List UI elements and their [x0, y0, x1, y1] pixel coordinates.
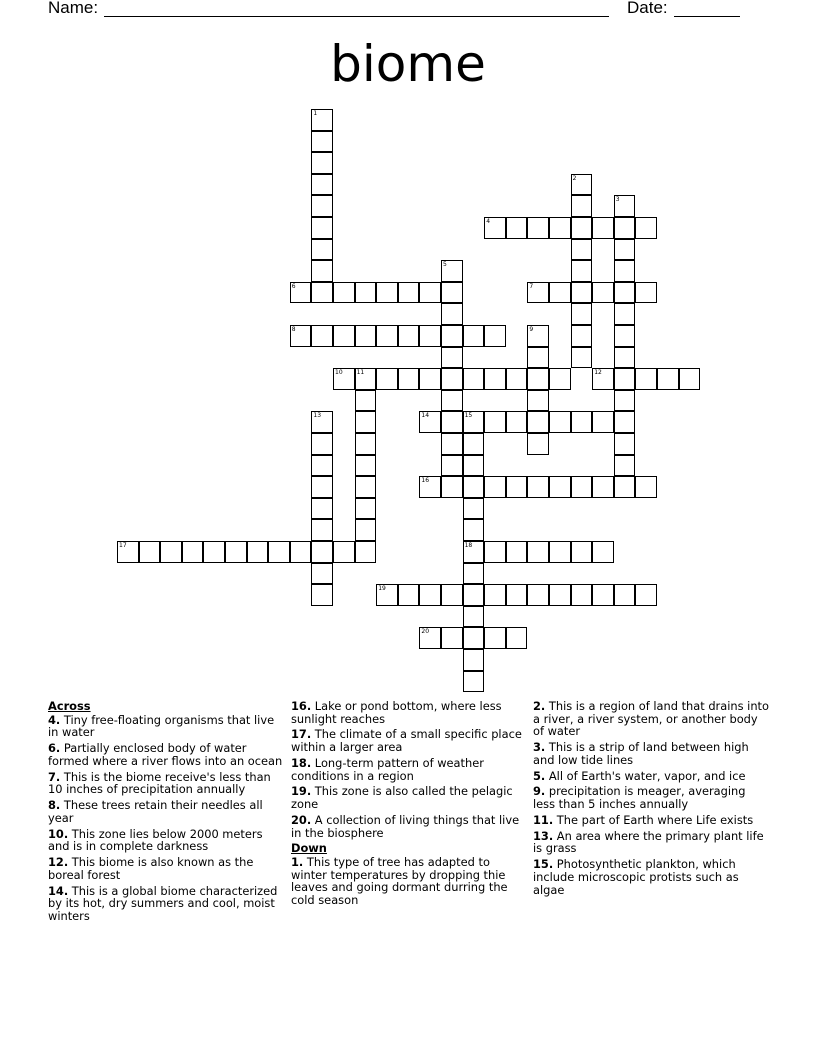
clue-text: This is a global biome characterized by its hot, dry summers and cool, moist winters	[48, 883, 278, 923]
grid-cell[interactable]	[333, 541, 355, 563]
grid-cell[interactable]	[571, 476, 593, 498]
grid-cell[interactable]	[311, 239, 333, 261]
grid-cell[interactable]	[311, 411, 333, 433]
grid-cell[interactable]	[311, 195, 333, 217]
grid-cell[interactable]	[441, 584, 463, 606]
grid-cell[interactable]	[139, 541, 161, 563]
grid-cell[interactable]	[398, 325, 420, 347]
grid-cell[interactable]	[311, 455, 333, 477]
grid-cell[interactable]	[311, 282, 333, 304]
grid-cell[interactable]	[311, 541, 333, 563]
grid-cell[interactable]	[311, 519, 333, 541]
clue-number: 3.	[533, 740, 546, 755]
grid-cell[interactable]	[419, 282, 441, 304]
grid-cell[interactable]	[614, 325, 636, 347]
clue-number: 1.	[291, 855, 304, 870]
clue-number: 4.	[48, 712, 61, 727]
grid-cell[interactable]	[614, 239, 636, 261]
clue-text: Photosynthetic plankton, which include microscopic protists such as algae	[533, 857, 739, 897]
grid-cell[interactable]	[484, 476, 506, 498]
grid-cell[interactable]	[355, 498, 377, 520]
puzzle-title: biome	[330, 35, 486, 93]
grid-cell[interactable]	[311, 433, 333, 455]
grid-cell[interactable]	[614, 411, 636, 433]
cell-number: 17	[119, 542, 127, 549]
clue-number: 19.	[291, 784, 312, 799]
down-clue	[533, 830, 771, 855]
grid-cell[interactable]	[463, 368, 485, 390]
grid-cell[interactable]	[527, 584, 549, 606]
cell-number: 6	[291, 282, 296, 290]
clue-text: Long-term pattern of weather conditions in a region	[291, 755, 484, 783]
grid-cell[interactable]	[398, 584, 420, 606]
grid-cell[interactable]	[268, 541, 290, 563]
grid-cell[interactable]	[614, 390, 636, 412]
grid-cell[interactable]	[527, 282, 549, 304]
grid-cell[interactable]	[355, 541, 377, 563]
grid-cell[interactable]	[614, 303, 636, 325]
down-clue	[533, 785, 771, 810]
grid-cell[interactable]	[549, 368, 571, 390]
grid-cell[interactable]	[355, 476, 377, 498]
grid-cell[interactable]	[571, 411, 593, 433]
clue-number: 15.	[533, 857, 554, 872]
grid-cell[interactable]	[635, 282, 657, 304]
grid-cell[interactable]	[463, 606, 485, 628]
cell-number: 5	[443, 261, 447, 269]
grid-cell[interactable]	[484, 411, 506, 433]
clue-text: Lake or pond bottom, where less sunlight reaches	[291, 699, 502, 726]
grid-cell[interactable]	[463, 455, 485, 477]
grid-cell[interactable]	[506, 368, 528, 390]
grid-cell[interactable]	[571, 174, 593, 196]
grid-cell[interactable]	[571, 195, 593, 217]
clue-number: 9.	[533, 784, 546, 799]
grid-cell[interactable]	[333, 282, 355, 304]
across-clue	[48, 714, 286, 739]
grid-cell[interactable]	[592, 411, 614, 433]
grid-cell[interactable]	[463, 649, 485, 671]
grid-cell[interactable]	[441, 282, 463, 304]
down-clue	[291, 856, 529, 906]
clue-number: 13.	[533, 828, 554, 843]
grid-cell[interactable]	[614, 282, 636, 304]
cell-number: 19	[378, 585, 386, 593]
grid-cell[interactable]	[463, 498, 485, 520]
grid-cell[interactable]	[614, 260, 636, 282]
grid-cell[interactable]	[571, 541, 593, 563]
clue-number: 6.	[48, 741, 61, 756]
grid-cell[interactable]	[333, 325, 355, 347]
grid-cell[interactable]	[117, 541, 139, 563]
clue-text: Partially enclosed body of water formed where a river flows into an ocean	[48, 741, 283, 768]
grid-cell[interactable]	[527, 390, 549, 412]
grid-cell[interactable]	[355, 433, 377, 455]
grid-cell[interactable]	[484, 584, 506, 606]
grid-cell[interactable]	[679, 368, 701, 390]
grid-cell[interactable]	[571, 303, 593, 325]
clues-column-3	[533, 700, 771, 899]
grid-cell[interactable]	[571, 239, 593, 261]
grid-cell[interactable]	[311, 260, 333, 282]
name-label: Name:	[48, 0, 99, 17]
grid-cell[interactable]	[441, 325, 463, 347]
clue-number: 7.	[48, 769, 61, 784]
grid-cell[interactable]	[419, 325, 441, 347]
clue-number: 16.	[291, 699, 312, 713]
grid-cell[interactable]	[311, 498, 333, 520]
down-clue	[533, 741, 771, 766]
cell-number: 4	[486, 218, 491, 225]
grid-cell[interactable]	[290, 541, 312, 563]
cell-number: 2	[572, 174, 577, 182]
grid-cell[interactable]	[311, 152, 333, 174]
grid-cell[interactable]	[463, 563, 485, 585]
grid-cell[interactable]	[614, 476, 636, 498]
clue-number: 20.	[291, 812, 312, 827]
grid-cell[interactable]	[333, 368, 355, 390]
grid-cell[interactable]	[592, 217, 614, 239]
grid-cell[interactable]	[635, 368, 657, 390]
down-clue	[533, 770, 771, 783]
grid-cell[interactable]	[657, 368, 679, 390]
grid-cell[interactable]	[592, 541, 614, 563]
grid-cell[interactable]	[527, 347, 549, 369]
grid-cell[interactable]	[355, 368, 377, 390]
grid-cell[interactable]	[484, 627, 506, 649]
grid-cell[interactable]	[484, 368, 506, 390]
clues-column-1	[48, 700, 286, 926]
grid-cell[interactable]	[441, 260, 463, 282]
clue-number: 14.	[48, 883, 69, 898]
grid-cell[interactable]	[635, 476, 657, 498]
grid-cell[interactable]	[355, 390, 377, 412]
clue-text: This biome is also known as the boreal forest	[48, 855, 254, 882]
grid-cell[interactable]	[506, 541, 528, 563]
grid-cell[interactable]	[571, 260, 593, 282]
grid-cell[interactable]	[160, 541, 182, 563]
clues-column-2	[291, 700, 529, 910]
across-heading: Across	[48, 699, 91, 713]
clue-text: These trees retain their needles all year	[48, 798, 263, 825]
grid-cell[interactable]	[549, 282, 571, 304]
grid-cell[interactable]	[247, 541, 269, 563]
cell-number: 18	[464, 542, 473, 549]
grid-cell[interactable]	[225, 541, 247, 563]
grid-cell[interactable]	[549, 217, 571, 239]
clue-text: The climate of a small specific place within a larger area	[291, 727, 522, 755]
grid-cell[interactable]	[527, 433, 549, 455]
grid-cell[interactable]	[355, 455, 377, 477]
grid-cell[interactable]	[463, 411, 485, 433]
clue-text: This zone lies below 2000 meters and is in complete darkness	[48, 826, 263, 854]
grid-cell[interactable]	[311, 325, 333, 347]
clue-text: This is a strip of land between high and low tide lines	[533, 740, 749, 767]
grid-cell[interactable]	[463, 519, 485, 541]
grid-cell[interactable]	[419, 476, 441, 498]
grid-cell[interactable]	[311, 584, 333, 606]
grid-cell[interactable]	[506, 584, 528, 606]
across-clue	[48, 742, 286, 767]
clue-text: All of Earth's water, vapor, and ice	[545, 768, 746, 783]
clue-text: This is a region of land that drains into a river, a river system, or another body of water	[533, 699, 769, 739]
cell-number: 16	[421, 477, 430, 485]
grid-cell[interactable]	[311, 563, 333, 585]
grid-cell[interactable]	[484, 325, 506, 347]
cell-number: 14	[421, 412, 430, 420]
down-clue	[533, 700, 771, 738]
grid-cell[interactable]	[571, 584, 593, 606]
cell-number: 20	[421, 628, 430, 636]
grid-cell[interactable]	[441, 627, 463, 649]
across-clue	[48, 856, 286, 881]
grid-cell[interactable]	[463, 627, 485, 649]
grid-cell[interactable]	[463, 584, 485, 606]
clue-text: This is the biome receive's less than 10 inches of precipitation annually	[48, 769, 271, 797]
grid-cell[interactable]	[484, 217, 506, 239]
grid-cell[interactable]	[290, 282, 312, 304]
down-heading: Down	[291, 841, 327, 856]
grid-cell[interactable]	[355, 325, 377, 347]
grid-cell[interactable]	[463, 433, 485, 455]
grid-cell[interactable]	[376, 584, 398, 606]
grid-cell[interactable]	[419, 368, 441, 390]
grid-cell[interactable]	[635, 217, 657, 239]
across-clue	[48, 885, 286, 923]
cell-number: 10	[335, 369, 343, 377]
grid-cell[interactable]	[463, 671, 485, 693]
grid-cell[interactable]	[376, 368, 398, 390]
grid-cell[interactable]	[419, 411, 441, 433]
grid-cell[interactable]	[290, 325, 312, 347]
grid-cell[interactable]	[592, 282, 614, 304]
across-clue	[291, 785, 529, 810]
across-clue	[291, 728, 529, 753]
clue-number: 5.	[533, 768, 546, 783]
cell-number: 9	[529, 326, 534, 333]
grid-cell[interactable]	[463, 541, 485, 563]
clue-number: 17.	[291, 727, 312, 742]
clue-number: 8.	[48, 798, 61, 813]
clue-number: 11.	[533, 812, 554, 827]
grid-cell[interactable]	[571, 347, 593, 369]
clue-text: This type of tree has adapted to winter temperatures by dropping thie leaves and going dormant durring the cold season	[291, 855, 508, 907]
grid-cell[interactable]	[614, 455, 636, 477]
cell-number: 1	[313, 110, 318, 117]
across-clue	[291, 814, 529, 839]
down-clue	[533, 814, 771, 827]
grid-cell[interactable]	[355, 411, 377, 433]
across-clue	[48, 828, 286, 853]
grid-cell[interactable]	[527, 541, 549, 563]
down-clue	[533, 858, 771, 896]
across-clue	[48, 771, 286, 796]
grid-cell[interactable]	[463, 325, 485, 347]
grid-cell[interactable]	[592, 368, 614, 390]
grid-cell[interactable]	[441, 303, 463, 325]
cell-number: 8	[291, 326, 296, 333]
grid-cell[interactable]	[463, 476, 485, 498]
clue-text: The part of Earth where Life exists	[553, 812, 754, 827]
grid-cell[interactable]	[635, 584, 657, 606]
grid-cell[interactable]	[441, 411, 463, 433]
grid-cell[interactable]	[549, 584, 571, 606]
grid-cell[interactable]	[311, 476, 333, 498]
grid-cell[interactable]	[355, 519, 377, 541]
grid-cell[interactable]	[484, 541, 506, 563]
grid-cell[interactable]	[376, 325, 398, 347]
grid-cell[interactable]	[311, 131, 333, 153]
grid-cell[interactable]	[549, 541, 571, 563]
grid-cell[interactable]	[355, 282, 377, 304]
grid-cell[interactable]	[311, 174, 333, 196]
clue-number: 10.	[48, 826, 69, 841]
cell-number: 15	[464, 412, 473, 420]
clue-text: Tiny free-floating organisms that live in water	[48, 712, 275, 740]
grid-cell[interactable]	[549, 411, 571, 433]
cell-number: 7	[529, 282, 534, 290]
grid-cell[interactable]	[441, 455, 463, 477]
grid-cell[interactable]	[614, 195, 636, 217]
grid-cell[interactable]	[441, 476, 463, 498]
clue-text: An area where the primary plant life is grass	[533, 828, 764, 856]
clue-number: 2.	[533, 699, 546, 713]
grid-cell[interactable]	[614, 368, 636, 390]
date-label: Date:	[627, 0, 668, 17]
grid-cell[interactable]	[311, 217, 333, 239]
grid-cell[interactable]	[527, 217, 549, 239]
cell-number: 12	[594, 369, 602, 377]
grid-cell[interactable]	[549, 476, 571, 498]
grid-cell[interactable]	[398, 368, 420, 390]
grid-cell[interactable]	[592, 476, 614, 498]
grid-cell[interactable]	[506, 217, 528, 239]
grid-cell[interactable]	[571, 217, 593, 239]
grid-cell[interactable]	[614, 347, 636, 369]
grid-cell[interactable]	[441, 347, 463, 369]
clue-text: This zone is also called the pelagic zone	[291, 784, 513, 812]
across-clue	[291, 757, 529, 782]
across-clue	[48, 799, 286, 824]
grid-cell[interactable]	[614, 433, 636, 455]
grid-cell[interactable]	[506, 476, 528, 498]
clue-number: 18.	[291, 755, 312, 770]
grid-cell[interactable]	[311, 109, 333, 131]
grid-cell[interactable]	[441, 433, 463, 455]
grid-cell[interactable]	[592, 584, 614, 606]
grid-cell[interactable]	[527, 476, 549, 498]
cell-number: 11	[356, 369, 365, 377]
grid-cell[interactable]	[203, 541, 225, 563]
clue-text: precipitation is meager, averaging less than 5 inches annually	[533, 784, 746, 812]
grid-cell[interactable]	[614, 584, 636, 606]
grid-cell[interactable]	[398, 282, 420, 304]
cell-number: 13	[313, 412, 322, 420]
clue-number: 12.	[48, 855, 69, 870]
grid-cell[interactable]	[506, 411, 528, 433]
grid-cell[interactable]	[376, 282, 398, 304]
grid-cell[interactable]	[506, 627, 528, 649]
grid-cell[interactable]	[571, 325, 593, 347]
cell-number: 3	[615, 196, 620, 204]
grid-cell[interactable]	[527, 325, 549, 347]
grid-cell[interactable]	[441, 390, 463, 412]
grid-cell[interactable]	[182, 541, 204, 563]
grid-cell[interactable]	[527, 368, 549, 390]
grid-cell[interactable]	[527, 411, 549, 433]
across-clue	[291, 700, 529, 725]
grid-cell[interactable]	[419, 584, 441, 606]
grid-cell[interactable]	[571, 282, 593, 304]
grid-cell[interactable]	[614, 217, 636, 239]
grid-cell[interactable]	[419, 627, 441, 649]
grid-cell[interactable]	[441, 368, 463, 390]
clue-text: A collection of living things that live in the biosphere	[291, 812, 520, 840]
